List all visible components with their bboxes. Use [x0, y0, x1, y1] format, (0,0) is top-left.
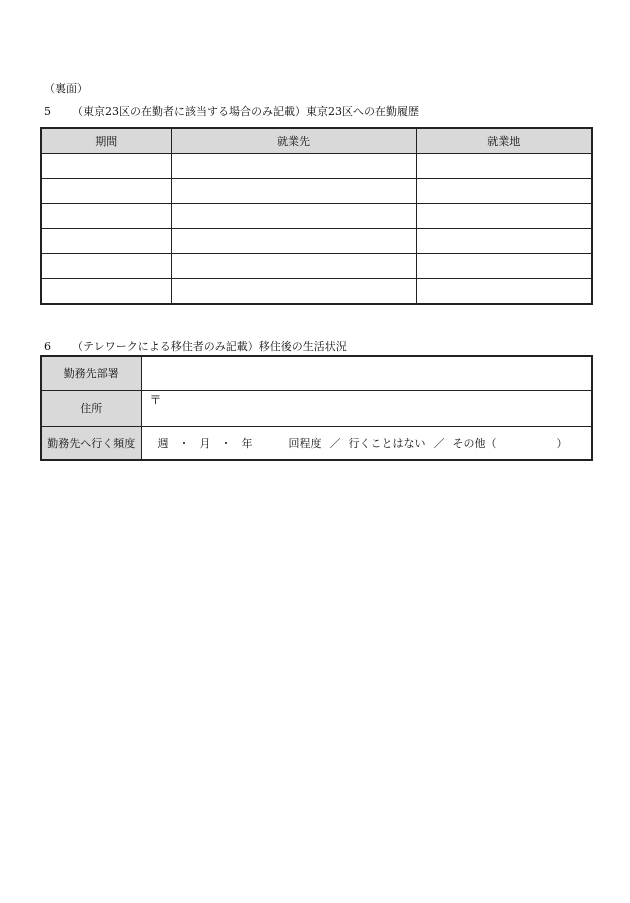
- work-location-cell[interactable]: [416, 154, 592, 179]
- frequency-row: [41, 426, 592, 460]
- freq-never-option[interactable]: 行くことはない: [348, 436, 426, 450]
- frequency-label: 勤務先へ行く頻度: [41, 426, 141, 460]
- section-5-title: （東京23区の在勤者に該当する場合のみ記載）東京23区への在勤履歴: [72, 105, 419, 118]
- freq-times-label: 回程度: [288, 436, 322, 450]
- dept-label: 勤務先部署: [41, 356, 141, 390]
- work-location-cell[interactable]: [416, 229, 592, 254]
- period-cell[interactable]: [41, 279, 171, 305]
- address-field[interactable]: [141, 390, 592, 426]
- table-row: [41, 279, 592, 305]
- work-history-table: [40, 127, 593, 305]
- table-row: [41, 179, 592, 204]
- freq-slash: ／: [433, 436, 445, 450]
- work-location-cell[interactable]: [416, 179, 592, 204]
- employer-cell[interactable]: [171, 154, 416, 179]
- freq-other-option[interactable]: その他（: [452, 436, 497, 450]
- table-header-row: [41, 128, 592, 154]
- freq-week-option[interactable]: 週: [157, 436, 169, 450]
- period-cell[interactable]: [41, 179, 171, 204]
- section-5-number: 5: [44, 105, 51, 118]
- table-row: [41, 254, 592, 279]
- section-6-heading: [44, 338, 347, 354]
- work-location-cell[interactable]: [416, 254, 592, 279]
- employer-cell[interactable]: [171, 229, 416, 254]
- work-location-cell[interactable]: [416, 279, 592, 305]
- header-period: 期間: [41, 128, 171, 154]
- employer-cell[interactable]: [171, 179, 416, 204]
- frequency-field: [141, 426, 592, 460]
- dept-row: [41, 356, 592, 390]
- section-5-heading: [44, 103, 419, 119]
- period-cell[interactable]: [41, 204, 171, 229]
- freq-month-option[interactable]: 月: [199, 436, 211, 450]
- header-employer: 就業先: [171, 128, 416, 154]
- employer-cell[interactable]: [171, 279, 416, 305]
- living-status-table: [40, 355, 593, 461]
- table-row: [41, 229, 592, 254]
- freq-separator: ・: [178, 436, 190, 450]
- period-cell[interactable]: [41, 154, 171, 179]
- dept-field[interactable]: [141, 356, 592, 390]
- freq-slash: ／: [329, 436, 341, 450]
- employer-cell[interactable]: [171, 204, 416, 229]
- table-row: [41, 204, 592, 229]
- section-6-title: （テレワークによる移住者のみ記載）移住後の生活状況: [72, 340, 347, 353]
- page-side-label: （裏面）: [44, 82, 88, 95]
- employer-cell[interactable]: [171, 254, 416, 279]
- address-row: [41, 390, 592, 426]
- period-cell[interactable]: [41, 229, 171, 254]
- section-6-number: 6: [44, 340, 51, 353]
- work-location-cell[interactable]: [416, 204, 592, 229]
- table-row: [41, 154, 592, 179]
- postal-mark-icon: 〒: [149, 392, 162, 407]
- freq-other-close: ）: [556, 436, 568, 450]
- freq-year-option[interactable]: 年: [241, 436, 253, 450]
- freq-separator: ・: [220, 436, 232, 450]
- header-work-location: 就業地: [416, 128, 592, 154]
- address-label: 住所: [41, 390, 141, 426]
- period-cell[interactable]: [41, 254, 171, 279]
